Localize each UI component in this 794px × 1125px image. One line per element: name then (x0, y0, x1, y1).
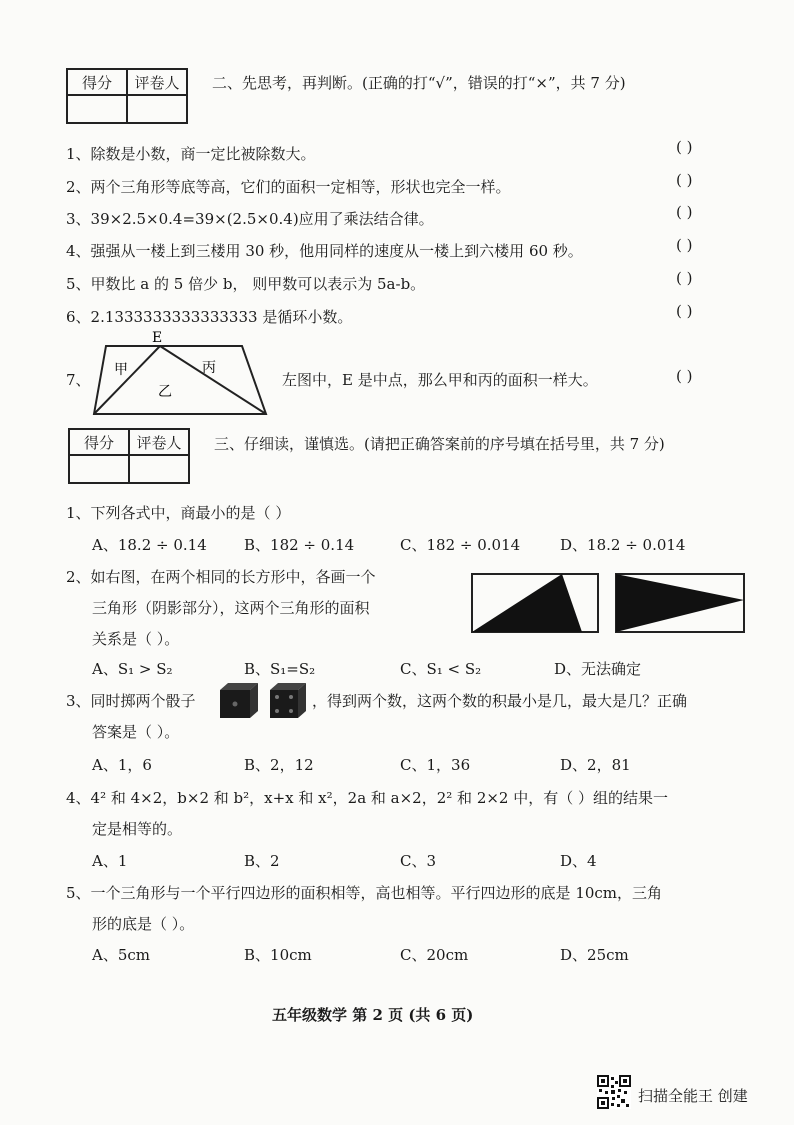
shaded-triangle-1 (472, 574, 582, 632)
answer-paren-6: ( ) (676, 302, 693, 320)
s2-item-3: 3、39×2.5×0.4=39×(2.5×0.4)应用了乘法结合律。 (66, 210, 434, 228)
score-cell (69, 455, 129, 483)
s3-q1-option-d: D、18.2 ÷ 0.014 (560, 536, 686, 554)
s3-q4-line1: 4、4² 和 4×2，b×2 和 b²，x+x 和 x²，2a 和 a×2，2² 和 2×2 中，有（ ）组的结果一 (66, 789, 669, 807)
answer-paren-4: ( ) (676, 236, 693, 254)
shaded-triangle-2 (616, 574, 744, 632)
s3-q2-line1: 2、如右图，在两个相同的长方形中，各画一个 (66, 568, 376, 586)
answer-paren-7: ( ) (676, 367, 693, 385)
s3-q1-text: 1、下列各式中，商最小的是（ ） (66, 504, 291, 522)
score-cell (67, 95, 127, 123)
s3-q4-line2: 定是相等的。 (92, 820, 183, 838)
s3-q3-line2: 答案是（ ）。 (92, 723, 180, 741)
answer-paren-3: ( ) (676, 203, 693, 221)
label-jia: 甲 (114, 362, 128, 378)
s3-q5-option-d: D、25cm (560, 946, 629, 964)
s2-item-6: 6、2.1333333333333333 是循环小数。 (66, 308, 353, 326)
answer-paren-5: ( ) (676, 269, 693, 287)
s2-item-7-text: 左图中，E 是中点，那么甲和丙的面积一样大。 (282, 371, 598, 389)
s3-q2-option-a: A、S₁ > S₂ (92, 660, 173, 678)
section2-title: 二、先思考，再判断。(正确的打“√”，错误的打“×”，共 7 分) (212, 74, 626, 92)
s3-q1-option-b: B、182 ÷ 0.14 (244, 536, 355, 554)
grader-label: 评卷人 (129, 429, 189, 455)
s3-q2-option-d: D、无法确定 (554, 660, 642, 678)
answer-paren-2: ( ) (676, 171, 693, 189)
grader-cell (129, 455, 189, 483)
s3-q3-line1a: 3、同时掷两个骰子 (66, 692, 196, 710)
score-label: 得分 (69, 429, 129, 455)
s3-q4-option-c: C、3 (400, 852, 437, 870)
label-yi: 乙 (158, 384, 172, 400)
s3-q5-option-c: C、20cm (400, 946, 469, 964)
s3-q3-option-b: B、2，12 (244, 756, 314, 774)
s3-q1-option-a: A、18.2 ÷ 0.14 (92, 536, 207, 554)
s3-q3-option-c: C、1，36 (400, 756, 471, 774)
s2-item-5: 5、甲数比 a 的 5 倍少 b， 则甲数可以表示为 5a-b。 (66, 275, 426, 293)
trapezoid-figure (90, 328, 270, 420)
trapezoid-outline (94, 346, 266, 414)
s2-item-4: 4、强强从一楼上到三楼用 30 秒，他用同样的速度从一楼上到六楼用 60 秒。 (66, 242, 583, 260)
scanner-watermark: 扫描全能王 创建 (638, 1087, 748, 1105)
s3-q4-option-d: D、4 (560, 852, 597, 870)
s3-q2-option-c: C、S₁ < S₂ (400, 660, 482, 678)
grader-label: 评卷人 (127, 69, 187, 95)
s3-q5-option-b: B、10cm (244, 946, 312, 964)
trapezoid-right-diagonal (160, 346, 266, 414)
s3-q3-option-d: D、2，81 (560, 756, 631, 774)
page-footer: 五年级数学 第 2 页 (共 6 页) (272, 1006, 474, 1024)
s3-q2-option-b: B、S₁=S₂ (244, 660, 316, 678)
score-label: 得分 (67, 69, 127, 95)
dice-icon (216, 680, 308, 720)
label-bing: 丙 (202, 360, 216, 376)
s3-q4-option-b: B、2 (244, 852, 280, 870)
s3-q2-line2: 三角形（阴影部分），这两个三角形的面积 (92, 599, 370, 617)
s3-q3-line1b: ，得到两个数，这两个数的积最小是几，最大是几？正确 (312, 692, 688, 710)
section3-title: 三、仔细读，谨慎选。(请把正确答案前的序号填在括号里，共 7 分) (214, 435, 665, 453)
answer-paren-1: ( ) (676, 138, 693, 156)
s3-q5-line2: 形的底是（ ）。 (92, 915, 195, 933)
s3-q2-line3: 关系是（ ）。 (92, 630, 180, 648)
score-box-section3 (68, 428, 190, 484)
s2-item-7-number: 7、 (66, 371, 91, 389)
s3-q4-option-a: A、1 (92, 852, 128, 870)
s2-item-2: 2、两个三角形等底等高，它们的面积一定相等，形状也完全一样。 (66, 178, 511, 196)
s2-item-1: 1、除数是小数，商一定比被除数大。 (66, 145, 316, 163)
qr-code-icon (597, 1075, 631, 1109)
s3-q5-line1: 5、一个三角形与一个平行四边形的面积相等，高也相等。平行四边形的底是 10cm，三角 (66, 884, 663, 902)
rectangles-figure (470, 572, 746, 634)
grader-cell (127, 95, 187, 123)
score-box-section2 (66, 68, 188, 124)
s3-q3-option-a: A、1，6 (92, 756, 152, 774)
label-e: E (152, 330, 163, 346)
s3-q1-option-c: C、182 ÷ 0.014 (400, 536, 521, 554)
s3-q5-option-a: A、5cm (92, 946, 151, 964)
